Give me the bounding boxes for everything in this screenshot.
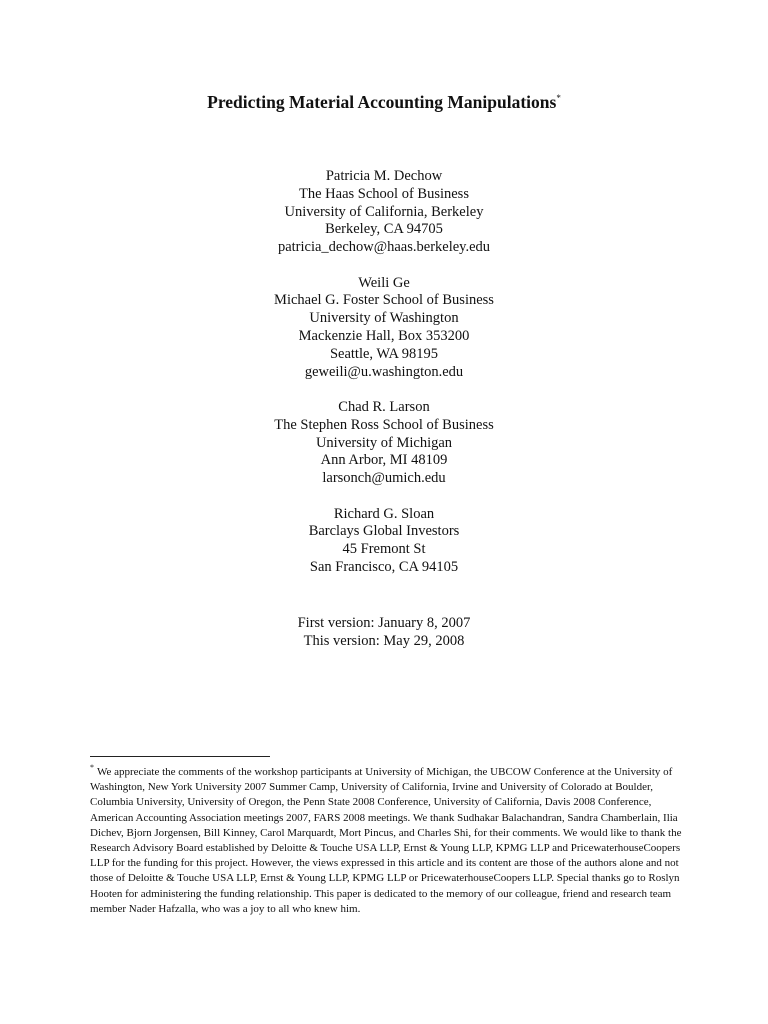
author-university: University of Michigan [315,434,453,451]
author-name: Weili Ge [358,274,410,291]
author-email: geweili@u.washington.edu [304,363,464,380]
footnote-marker: * [90,763,94,773]
author-name: Richard G. Sloan [333,505,435,522]
title-footnote-marker: * [556,93,561,104]
author-block [0,399,768,488]
author-email: patricia_dechow@haas.berkeley.edu [277,239,491,256]
author-block [0,168,768,257]
author-affiliation: Barclays Global Investors [308,523,460,540]
author-name: Chad R. Larson [338,398,430,415]
author-address: Mackenzie Hall, Box 353200 [298,327,470,344]
first-version-date: First version: January 8, 2007 [297,615,471,631]
author-address: 45 Fremont St [342,541,426,558]
author-email: larsonch@umich.edu [322,470,446,487]
version-info [0,614,768,650]
author-address: Berkeley, CA 94705 [325,221,443,238]
footnote-divider [90,756,270,757]
author-city: Seattle, WA 98195 [329,345,439,362]
paper-title [0,90,768,114]
author-city: San Francisco, CA 94105 [309,558,459,575]
author-list [0,168,768,594]
author-affiliation: The Stephen Ross School of Business [274,416,494,433]
current-version-date: This version: May 29, 2008 [303,633,465,649]
author-affiliation: The Haas School of Business [299,185,469,202]
paper-title-text: Predicting Material Accounting Manipulations [207,92,557,112]
author-block [0,275,768,382]
acknowledgement-footnote [90,765,682,917]
author-block [0,506,768,577]
author-address: Ann Arbor, MI 48109 [320,452,448,469]
footnote-text: We appreciate the comments of the workshop participants at University of Michigan, the UBCOW Conference at the University of Washington, New York University 2007 Summer Camp, University of California, Irvine and University of Colorado at Boulder, Columbia University, University of Oregon, the Penn State 2008 Conference, University of California, Davis 2008 Conference, American Accounting Association meetings 2007, FARS 2008 meetings. We thank Sudhakar Balachandran, Sandra Chamberlain, Ilia Dichev, Bjorn Jorgensen, Bill Kinney, Carol Marquardt, Mort Pincus, and Charles Shi, for their comments. We would like to thank the Research Advisory Board established by Deloitte & Touche USA LLP, Ernst & Young LLP, KPMG LLP and PricewaterhouseCoopers LLP for the funding for this project. However, the views expressed in this article and its content are those of the authors alone and not those of Deloitte & Touche USA LLP, Ernst & Young LLP, KPMG LLP or PricewaterhouseCoopers LLP. Special thanks go to Roslyn Hooten for administering the funding relationship. This paper is dedicated to the memory of our colleague, friend and research team member Nader Hafzalla, who was a joy to all who knew him. [90,766,682,915]
author-university: University of Washington [309,310,459,327]
author-affiliation: Michael G. Foster School of Business [274,292,494,309]
author-name: Patricia M. Dechow [325,168,443,184]
author-university: University of California, Berkeley [284,203,484,220]
